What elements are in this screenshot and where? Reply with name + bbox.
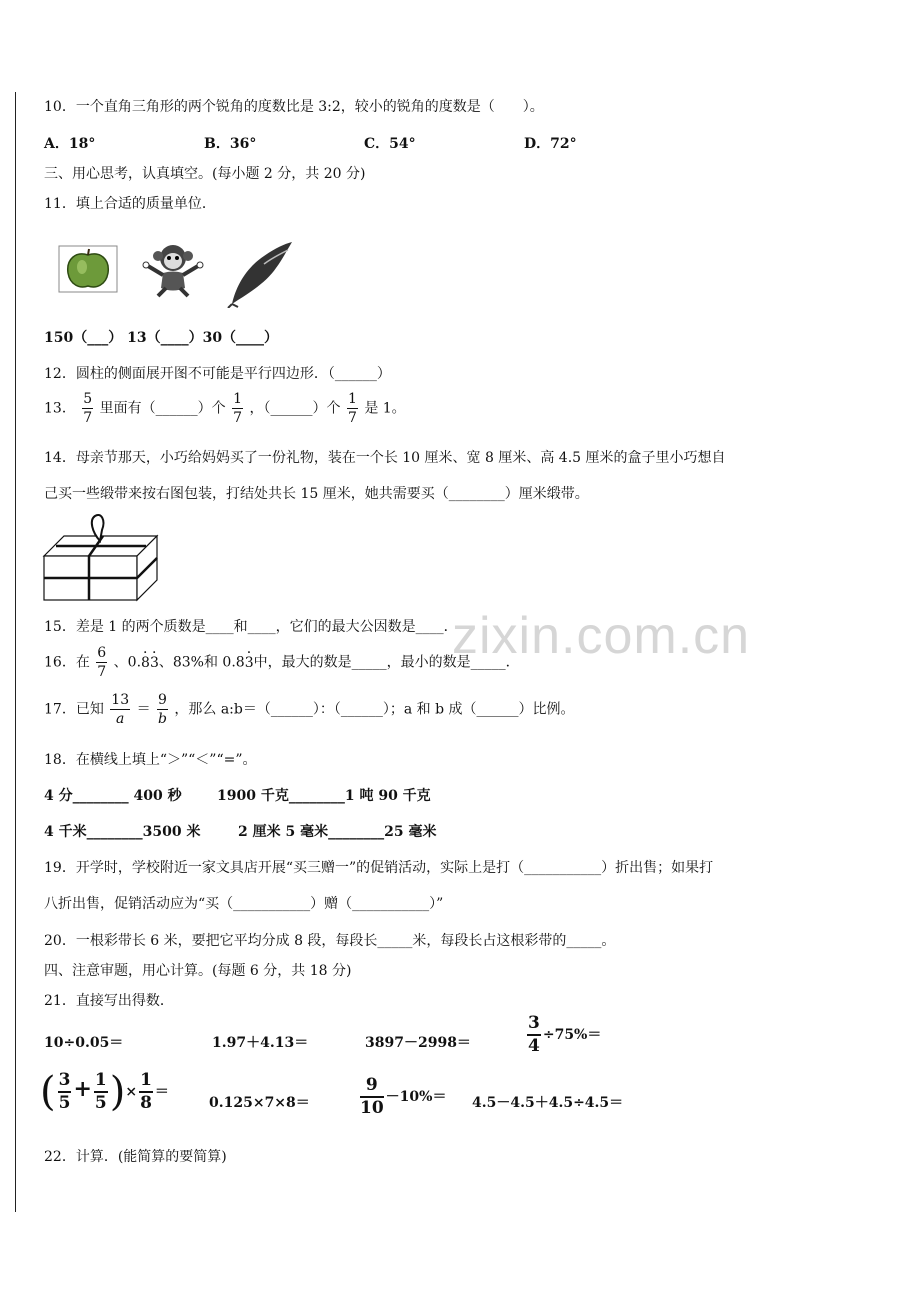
calc-1: 10÷0.05＝ [44, 1035, 124, 1051]
calc-5-b-num: 1 [94, 1072, 108, 1093]
q19-line1: 19．开学时，学校附近一家文具店开展“买三赠一”的促销活动，实际上是打（___________）折出售；如果打 [44, 860, 714, 876]
q13-frac1-num: 5 [83, 391, 93, 407]
q11-answers[interactable]: 150（___） 13（____）30（____） [44, 330, 279, 346]
section-4-heading: 四、注意审题，用心计算。(每题 6 分，共 18 分) [44, 963, 352, 979]
q13-text1: 里面有（______）个 [99, 400, 226, 417]
q16 [44, 646, 520, 679]
calc-5-frac-b [94, 1072, 108, 1112]
calc-7 [358, 1077, 446, 1117]
calc-2: 1.97＋4.13＝ [212, 1035, 309, 1051]
q10-stem: 10．一个直角三角形的两个锐角的度数比是 3:2，较小的锐角的度数是（ ）。 [44, 99, 544, 115]
q16-text3: 中，最大的数是_____，最小的数是_____． [253, 654, 520, 671]
calc-5-c-num: 1 [139, 1072, 153, 1093]
option-a[interactable]: A．18° [44, 136, 96, 152]
calc-5-lparen: ( [40, 1069, 56, 1115]
q16-text1: 、0. [113, 654, 142, 671]
calc-7-num: 9 [360, 1077, 384, 1098]
q15: 15．差是 1 的两个质数是____和____，它们的最大公因数是____． [44, 619, 458, 635]
q13-text2: ，（______）个 [249, 400, 341, 417]
q13-frac3-den: 7 [347, 410, 357, 426]
q18-row2-item2: 2 厘米 5 毫米________25 毫米 [238, 824, 437, 840]
option-d[interactable]: D．72° [524, 136, 577, 152]
calc-5-plus: + [73, 1076, 92, 1102]
calc-5-frac-c [139, 1072, 153, 1112]
q11-stem: 11．填上合适的质量单位． [44, 196, 216, 212]
calc-5 [40, 1069, 169, 1115]
calc-7-den: 10 [360, 1098, 384, 1118]
q17-frac2-num: 9 [158, 692, 167, 708]
calc-5-frac-a [58, 1072, 72, 1112]
apple-icon [58, 245, 118, 293]
calc-4-num: 3 [527, 1015, 541, 1036]
q18-row1-item1: 4 分________ 400 秒 [44, 788, 182, 804]
q13-num: 13． [44, 400, 76, 417]
q17-text: ，那么 a:b＝（______）：（______）；a 和 b 成（______）比例。 [174, 701, 575, 718]
q13-frac3-num: 1 [347, 391, 357, 407]
option-b[interactable]: B．36° [204, 136, 257, 152]
q17 [44, 693, 575, 726]
calc-4 [525, 1015, 601, 1055]
margin-line [15, 92, 16, 1212]
calc-5-c-den: 8 [140, 1093, 152, 1113]
q18-row2-item1: 4 千米________3500 米 [44, 824, 201, 840]
q16-digit1: · 8 [141, 655, 150, 671]
q17-frac1-den: a [116, 711, 125, 727]
q14-line1: 14．母亲节那天，小巧给妈妈买了一份礼物，装在一个长 10 厘米、宽 8 厘米、高 4.5 厘米的盒子里小巧想自 [44, 450, 726, 466]
q13-frac3 [347, 392, 358, 425]
q13-frac1 [82, 392, 93, 425]
q12: 12．圆柱的侧面展开图不可能是平行四边形．（______） [44, 366, 391, 382]
q21-stem: 21．直接写出得数． [44, 993, 174, 1009]
calc-5-a-num: 3 [58, 1072, 72, 1093]
calc-5-times: × [125, 1084, 138, 1100]
q17-frac1-num: 13 [111, 692, 130, 708]
calc-6: 0.125×7×8＝ [209, 1095, 310, 1111]
q14-line2: 己买一些缎带来按右图包装，打结处共长 15 厘米，她共需要买（________）厘米缎带。 [44, 486, 589, 502]
q16-frac [96, 646, 107, 679]
q17-frac1 [110, 693, 130, 726]
q19-line2: 八折出售，促销活动应为“买（___________）赠（___________）” [44, 896, 444, 912]
q16-frac-den: 7 [97, 664, 107, 680]
monkey-icon [138, 238, 208, 298]
calc-8: 4.5－4.5＋4.5÷4.5＝ [472, 1095, 624, 1111]
q13 [44, 392, 406, 425]
q16-text2: 、83%和 0.8 [158, 654, 245, 671]
q13-frac2 [232, 392, 243, 425]
q20: 20．一根彩带长 6 米，要把它平均分成 8 段，每段长_____米，每段长占这根彩带的_____。 [44, 933, 616, 949]
calc-7-text: －10%＝ [385, 1089, 447, 1105]
q18-stem: 18．在横线上填上“＞”“＜”“=”。 [44, 752, 257, 768]
gift-box-icon [42, 512, 160, 604]
calc-4-frac [527, 1015, 541, 1055]
q13-frac2-num: 1 [233, 391, 243, 407]
q17-eq: ＝ [136, 701, 151, 718]
calc-4-text: ÷75%＝ [542, 1027, 602, 1043]
q10-options [44, 133, 844, 153]
q13-frac2-den: 7 [233, 410, 243, 426]
q16-frac-num: 6 [97, 645, 107, 661]
calc-5-b-den: 5 [94, 1093, 107, 1113]
q17-num: 17．已知 [44, 701, 104, 718]
q18-row1-item2: 1900 千克________1 吨 90 千克 [217, 788, 431, 804]
q13-frac1-den: 7 [83, 410, 93, 426]
calc-3: 3897－2998＝ [365, 1035, 471, 1051]
q13-text3: 是 1。 [364, 400, 406, 417]
q17-frac2-den: b [157, 711, 167, 727]
calc-5-a-den: 5 [58, 1093, 71, 1113]
section-3-heading: 三、用心思考，认真填空。(每小题 2 分，共 20 分) [44, 166, 366, 182]
calc-4-den: 4 [528, 1036, 540, 1056]
q16-num: 16．在 [44, 654, 90, 671]
watermark: zixin.com.cn [452, 607, 751, 665]
option-c[interactable]: C．54° [364, 136, 416, 152]
q22-stem: 22．计算．(能简算的要简算) [44, 1149, 227, 1165]
calc-7-frac [360, 1077, 384, 1117]
calc-5-rparen: ) [109, 1069, 126, 1115]
whale-icon [226, 238, 296, 308]
q16-digit2: · 3 [150, 655, 159, 671]
calc-5-eq: ＝ [154, 1084, 169, 1100]
q16-digit3: · 3 [245, 655, 254, 671]
q17-frac2 [157, 693, 168, 726]
